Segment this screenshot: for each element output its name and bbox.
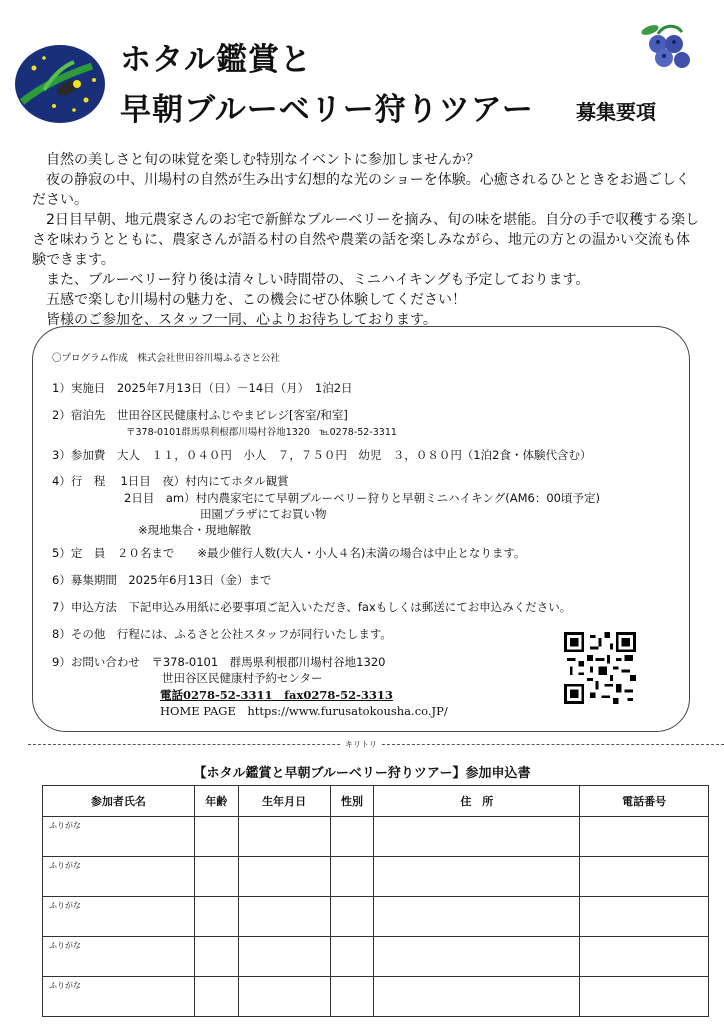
age-cell[interactable] xyxy=(194,897,238,937)
form-title: 【ホタル鑑賞と早朝ブルーベリー狩りツアー】参加申込書 xyxy=(193,766,531,781)
schedule-day2: 2日目 am）村内農家宅にて早朝ブルーベリー狩りと早朝ミニハイキング(AM6：00頃予定) xyxy=(124,491,600,505)
header-gender: 性別 xyxy=(330,786,374,817)
table-row xyxy=(43,937,709,977)
age-cell[interactable] xyxy=(194,817,238,857)
table-row xyxy=(43,817,709,857)
title-line-2: 早朝ブルーベリー狩りツアー xyxy=(120,92,534,128)
contact-center: 世田谷区民健康村予約センター xyxy=(162,671,323,685)
birthdate-cell[interactable] xyxy=(238,897,330,937)
age-cell[interactable] xyxy=(194,937,238,977)
name-cell[interactable]: ふりがな xyxy=(43,857,195,897)
homepage-link[interactable]: HOME PAGE https://www.furusatokousha.co.JP/ xyxy=(160,704,448,718)
intro-paragraph: 2日目早朝、地元農家さんのお宅で新鮮なブルーベリーを摘み、旬の味を堪能。自分の手で収穫する楽しさを味わうとともに、農家さんが語る村の自然や農業の話を楽しみながら、地元の方との温かい交流も体験できます。 xyxy=(32,212,700,268)
birthdate-cell[interactable] xyxy=(238,857,330,897)
birthdate-cell[interactable] xyxy=(238,937,330,977)
phone-cell[interactable] xyxy=(580,817,709,857)
fee-row: 3）参加費 大人 １１，０４０円 小人 ７，７５０円 幼児 ３，０８０円（1泊2食・体験代含む） xyxy=(52,448,592,462)
organizer: 〇プログラム作成 株式会社世田谷川場ふるさと公社 xyxy=(52,353,280,364)
qr-code-icon[interactable] xyxy=(564,632,636,704)
address-cell[interactable] xyxy=(374,977,580,1017)
table-row xyxy=(43,857,709,897)
phone-cell[interactable] xyxy=(580,937,709,977)
phone-cell[interactable] xyxy=(580,897,709,937)
contact-phone: 電話0278-52-3311 fax0278-52-3313 xyxy=(160,688,393,702)
intro-text xyxy=(32,150,700,330)
blueberry-icon xyxy=(636,22,694,74)
intro-paragraph: 自然の美しさと旬の味覚を楽しむ特別なイベントに参加しませんか？ xyxy=(32,152,480,168)
firefly-logo xyxy=(14,44,106,124)
header-age: 年齢 xyxy=(194,786,238,817)
address-cell[interactable] xyxy=(374,897,580,937)
schedule-day1: 4）行 程 1日目 夜）村内にてホタル観賞 xyxy=(52,474,289,488)
table-row xyxy=(43,977,709,1017)
intro-paragraph: 五感で楽しむ川場村の魅力を、この機会にぜひ体験してください！ xyxy=(32,292,466,308)
schedule-day2b: 田園プラザにてお買い物 xyxy=(200,507,327,521)
name-cell[interactable]: ふりがな xyxy=(43,817,195,857)
address-cell[interactable] xyxy=(374,857,580,897)
header-address: 住 所 xyxy=(374,786,580,817)
table-row xyxy=(43,897,709,937)
phone-cell[interactable] xyxy=(580,857,709,897)
header-name: 参加者氏名 xyxy=(43,786,195,817)
gender-cell[interactable] xyxy=(330,897,374,937)
address-cell[interactable] xyxy=(374,817,580,857)
title-line-1: ホタル鑑賞と xyxy=(120,42,312,78)
address-cell[interactable] xyxy=(374,937,580,977)
period-row: 6）募集期間 2025年6月13日（金）まで xyxy=(52,573,272,587)
name-cell[interactable]: ふりがな xyxy=(43,897,195,937)
lodging-row: 2）宿泊先 世田谷区民健康村ふじやまビレジ[客室/和室] xyxy=(52,408,348,422)
contact-row: 9）お問い合わせ 〒378-0101 群馬県利根郡川場村谷地1320 xyxy=(52,655,386,669)
recruit-label: 募集要項 xyxy=(576,100,656,124)
birthdate-cell[interactable] xyxy=(238,977,330,1017)
cut-label: キリトリ xyxy=(342,739,380,750)
name-cell[interactable]: ふりがな xyxy=(43,977,195,1017)
apply-row: 7）申込方法 下記申込み用紙に必要事項ご記入いただき、faxもしくは郵送にてお申込みください。 xyxy=(52,600,572,614)
schedule-note: ※現地集合・現地解散 xyxy=(138,523,252,537)
header-birthdate: 生年月日 xyxy=(238,786,330,817)
date-row: 1）実施日 2025年7月13日（日）－14日（月） 1泊2日 xyxy=(52,381,353,395)
age-cell[interactable] xyxy=(194,977,238,1017)
gender-cell[interactable] xyxy=(330,937,374,977)
phone-cell[interactable] xyxy=(580,977,709,1017)
other-row: 8）その他 行程には、ふるさと公社スタッフが同行いたします。 xyxy=(52,627,392,641)
birthdate-cell[interactable] xyxy=(238,817,330,857)
capacity-row: 5）定 員 ２０名まで ※最少催行人数(大人・小人４名)未満の場合は中止となります。 xyxy=(52,546,526,560)
application-table xyxy=(42,785,709,1017)
intro-paragraph: 夜の静寂の中、川場村の自然が生み出す幻想的な光のショーを体験。心癒されるひとときをお過ごしください。 xyxy=(32,172,690,208)
name-cell[interactable]: ふりがな xyxy=(43,937,195,977)
gender-cell[interactable] xyxy=(330,857,374,897)
intro-paragraph: また、ブルーベリー狩り後は清々しい時間帯の、ミニハイキングも予定しております。 xyxy=(32,272,590,288)
header-phone: 電話番号 xyxy=(580,786,709,817)
age-cell[interactable] xyxy=(194,857,238,897)
gender-cell[interactable] xyxy=(330,977,374,1017)
lodging-address: 〒378-0101群馬県利根郡川場村谷地1320 ℡0278-52-3311 xyxy=(126,427,397,438)
gender-cell[interactable] xyxy=(330,817,374,857)
intro-paragraph: 皆様のご参加を、スタッフ一同、心よりお待ちしております。 xyxy=(32,312,437,328)
table-header-row xyxy=(43,786,709,817)
